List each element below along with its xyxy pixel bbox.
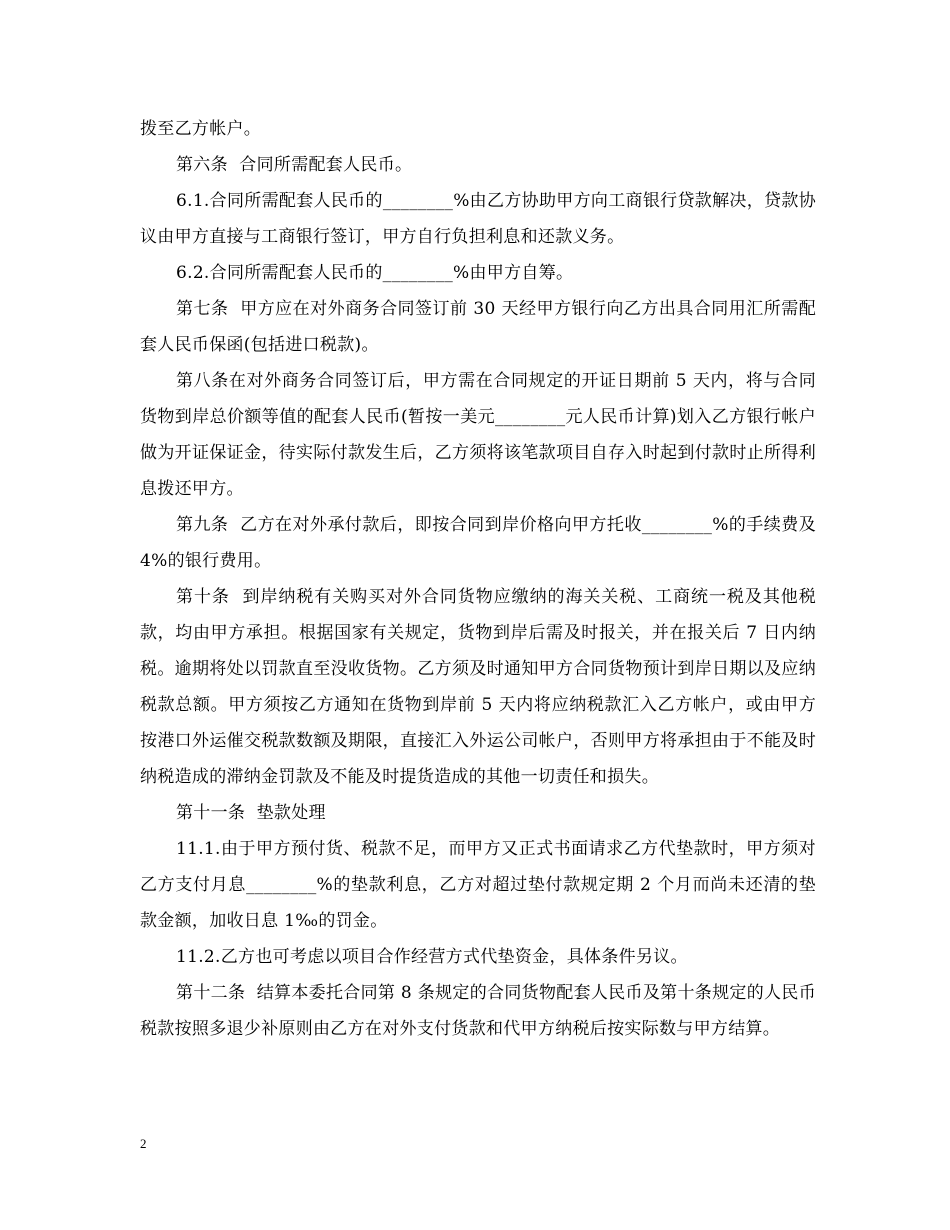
paragraph: 第七条 甲方应在对外商务合同签订前 30 天经甲方银行向乙方出具合同用汇所需配套人民币保函(包括进口税款)。 bbox=[140, 299, 816, 355]
paragraph: 拨至乙方帐户。 bbox=[140, 119, 262, 139]
paragraph: 第九条 乙方在对外承付款后，即按合同到岸价格向甲方托收________%的手续费及 4%的银行费用。 bbox=[140, 515, 822, 571]
paragraph: 第十二条 结算本委托合同第 8 条规定的合同货物配套人民币及第十条规定的人民币税款按照多退少补原则由乙方在对外支付货款和代甲方纳税后按实际数与甲方结算。 bbox=[140, 983, 816, 1039]
paragraph: 11.1.由于甲方预付货、税款不足，而甲方又正式书面请求乙方代垫款时，甲方须对乙方支付月息________%的垫款利息，乙方对超过垫付款规定期 2 个月而尚未还清的垫款金额，加收日息 1‰的罚金。 bbox=[140, 839, 816, 931]
body-text bbox=[140, 111, 822, 1047]
paragraph: 第十条 到岸纳税有关购买对外合同货物应缴纳的海关关税、工商统一税及其他税款，均由甲方承担。根据国家有关规定，货物到岸后需及时报关，并在报关后 7 日内纳税。逾期将处以罚款直至没收货物。乙方须及时通知甲方合同货物预计到岸日期以及应纳税款总额。甲方须按乙方通知在货物到岸前 5 天内将应纳税款汇入乙方帐户，或由甲方按港口外运催交税款数额及期限，直接汇入外运公司帐户，否则甲方将承担由于不能及时纳税造成的滞纳金罚款及不能及时提货造成的其他一切责任和损失。 bbox=[140, 587, 816, 787]
paragraph: 第十一条 垫款处理 bbox=[176, 803, 326, 823]
paragraph: 第八条在对外商务合同签订后，甲方需在合同规定的开证日期前 5 天内，将与合同货物到岸总价额等值的配套人民币(暂按一美元________元人民币计算)划入乙方银行帐户做为开证保证金，待实际付款发生后，乙方须将该笔款项目自存入时起到付款时止所得利息拨还甲方。 bbox=[140, 371, 816, 499]
paragraph: 6.1.合同所需配套人民币的________%由乙方协助甲方向工商银行贷款解决，贷款协议由甲方直接与工商银行签订，甲方自行负担利息和还款义务。 bbox=[140, 191, 816, 247]
paragraph: 11.2.乙方也可考虑以项目合作经营方式代垫资金，具体条件另议。 bbox=[176, 947, 688, 967]
page-number: 2 bbox=[140, 1136, 147, 1151]
paragraph: 6.2.合同所需配套人民币的________%由甲方自筹。 bbox=[176, 263, 574, 283]
paragraph: 第六条 合同所需配套人民币。 bbox=[176, 155, 413, 175]
